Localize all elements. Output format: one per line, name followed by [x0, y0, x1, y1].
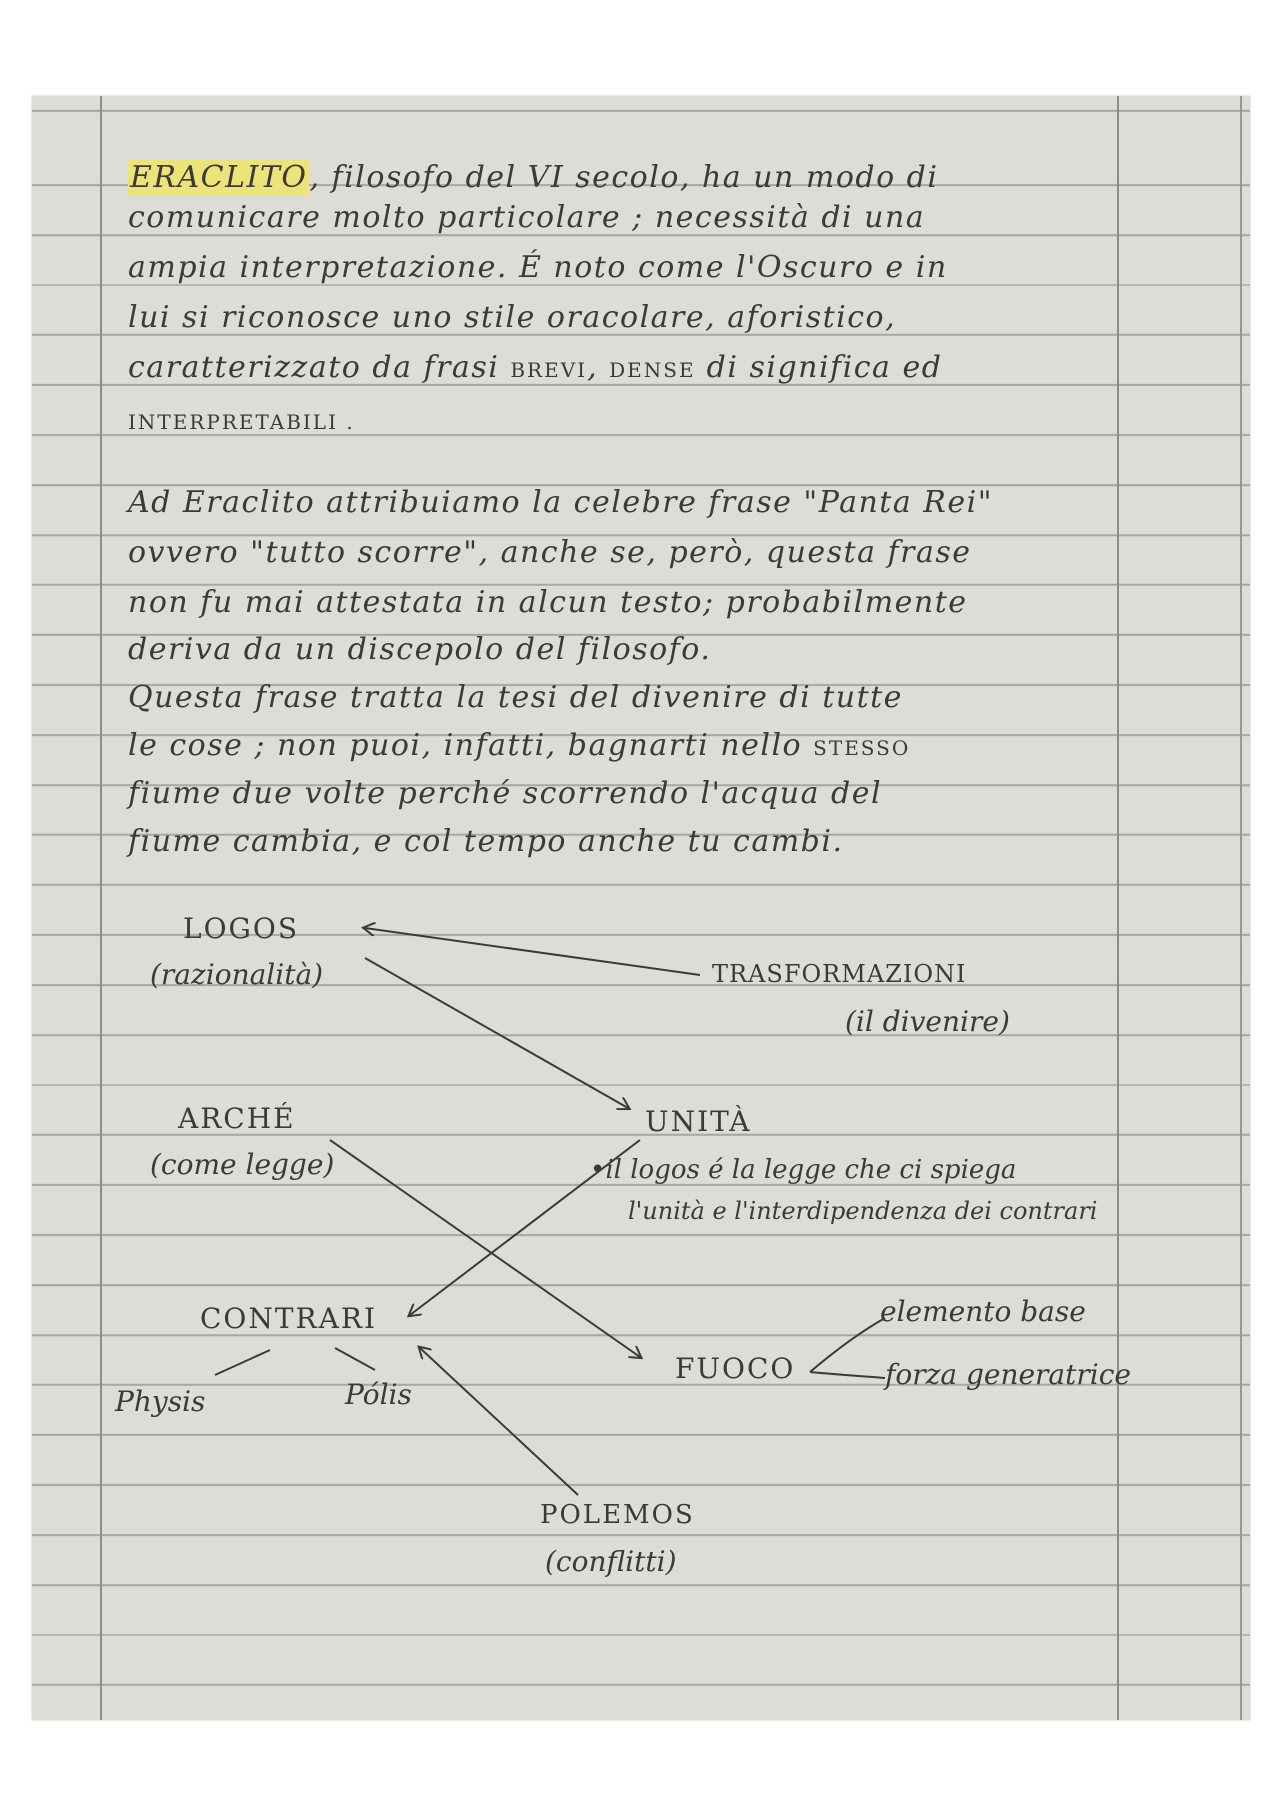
branch-to-elemento-base	[810, 1318, 885, 1372]
text-span: di significa ed	[695, 350, 943, 385]
node-physis: Physis	[115, 1385, 206, 1418]
caps-word: BREVI	[510, 358, 588, 382]
unita-note-2: l'unità e l'interdipendenza dei contrari	[628, 1197, 1098, 1225]
unita-note-1: •il logos é la legge che ci spiega	[590, 1155, 1017, 1185]
node-logos: LOGOS	[183, 912, 300, 945]
text-line: Questa frase tratta la tesi del divenire di tutte	[128, 680, 903, 715]
text-line: non fu mai attestata in alcun testo; probabilmente	[128, 585, 968, 620]
text-line: fiume due volte perché scorrendo l'acqua del	[128, 776, 883, 811]
text-line: comunicare molto particolare ; necessità di una	[128, 200, 926, 235]
node-polis: Pólis	[345, 1378, 412, 1411]
text-line: deriva da un discepolo del filosofo.	[128, 632, 712, 667]
text-line: Ad Eraclito attribuiamo la celebre frase "Panta Rei"	[128, 485, 993, 520]
node-contrari: CONTRARI	[200, 1302, 377, 1335]
text-line: lui si riconosce uno stile oracolare, aforistico,	[128, 300, 897, 335]
text-span: le cose ; non puoi, infatti, bagnarti nello	[128, 728, 814, 763]
caps-word: STESSO	[813, 736, 911, 760]
node-logos-sub: (razionalità)	[150, 958, 324, 991]
arrow-logos-to-unita	[365, 958, 628, 1108]
text-span: ,	[587, 350, 610, 385]
node-elemento-base: elemento base	[880, 1295, 1086, 1328]
branch-to-physis	[215, 1350, 270, 1375]
branch-to-forza-generatrice	[810, 1372, 885, 1378]
text-line: INTERPRETABILI .	[128, 410, 355, 434]
arrow-trasformazioni-to-logos	[365, 928, 700, 975]
caps-word: DENSE	[609, 358, 696, 382]
branch-to-polis	[335, 1348, 375, 1370]
arrow-polemos-to-contrari	[420, 1348, 578, 1495]
node-trasformazioni: TRASFORMAZIONI	[712, 960, 967, 988]
text-span: caratterizzato da frasi	[128, 350, 511, 385]
node-arche: ARCHÉ	[178, 1102, 296, 1135]
node-unita: UNITÀ	[645, 1105, 752, 1138]
node-fuoco: FUOCO	[675, 1352, 796, 1385]
node-polemos: POLEMOS	[540, 1500, 695, 1530]
text-span: , filosofo del VI secolo, ha un modo di	[309, 160, 939, 195]
node-polemos-sub: (conflitti)	[545, 1545, 677, 1578]
text-line: fiume cambia, e col tempo anche tu cambi.	[128, 824, 844, 859]
node-trasformazioni-sub: (il divenire)	[845, 1005, 1010, 1038]
node-arche-sub: (come legge)	[150, 1148, 335, 1181]
text-line: ovvero "tutto scorre", anche se, però, questa frase	[128, 535, 972, 570]
node-forza-generatrice: forza generatrice	[885, 1358, 1131, 1391]
highlighted-name: ERACLITO	[130, 160, 308, 195]
text-line: ampia interpretazione. É noto come l'Oscuro e in	[128, 250, 948, 285]
